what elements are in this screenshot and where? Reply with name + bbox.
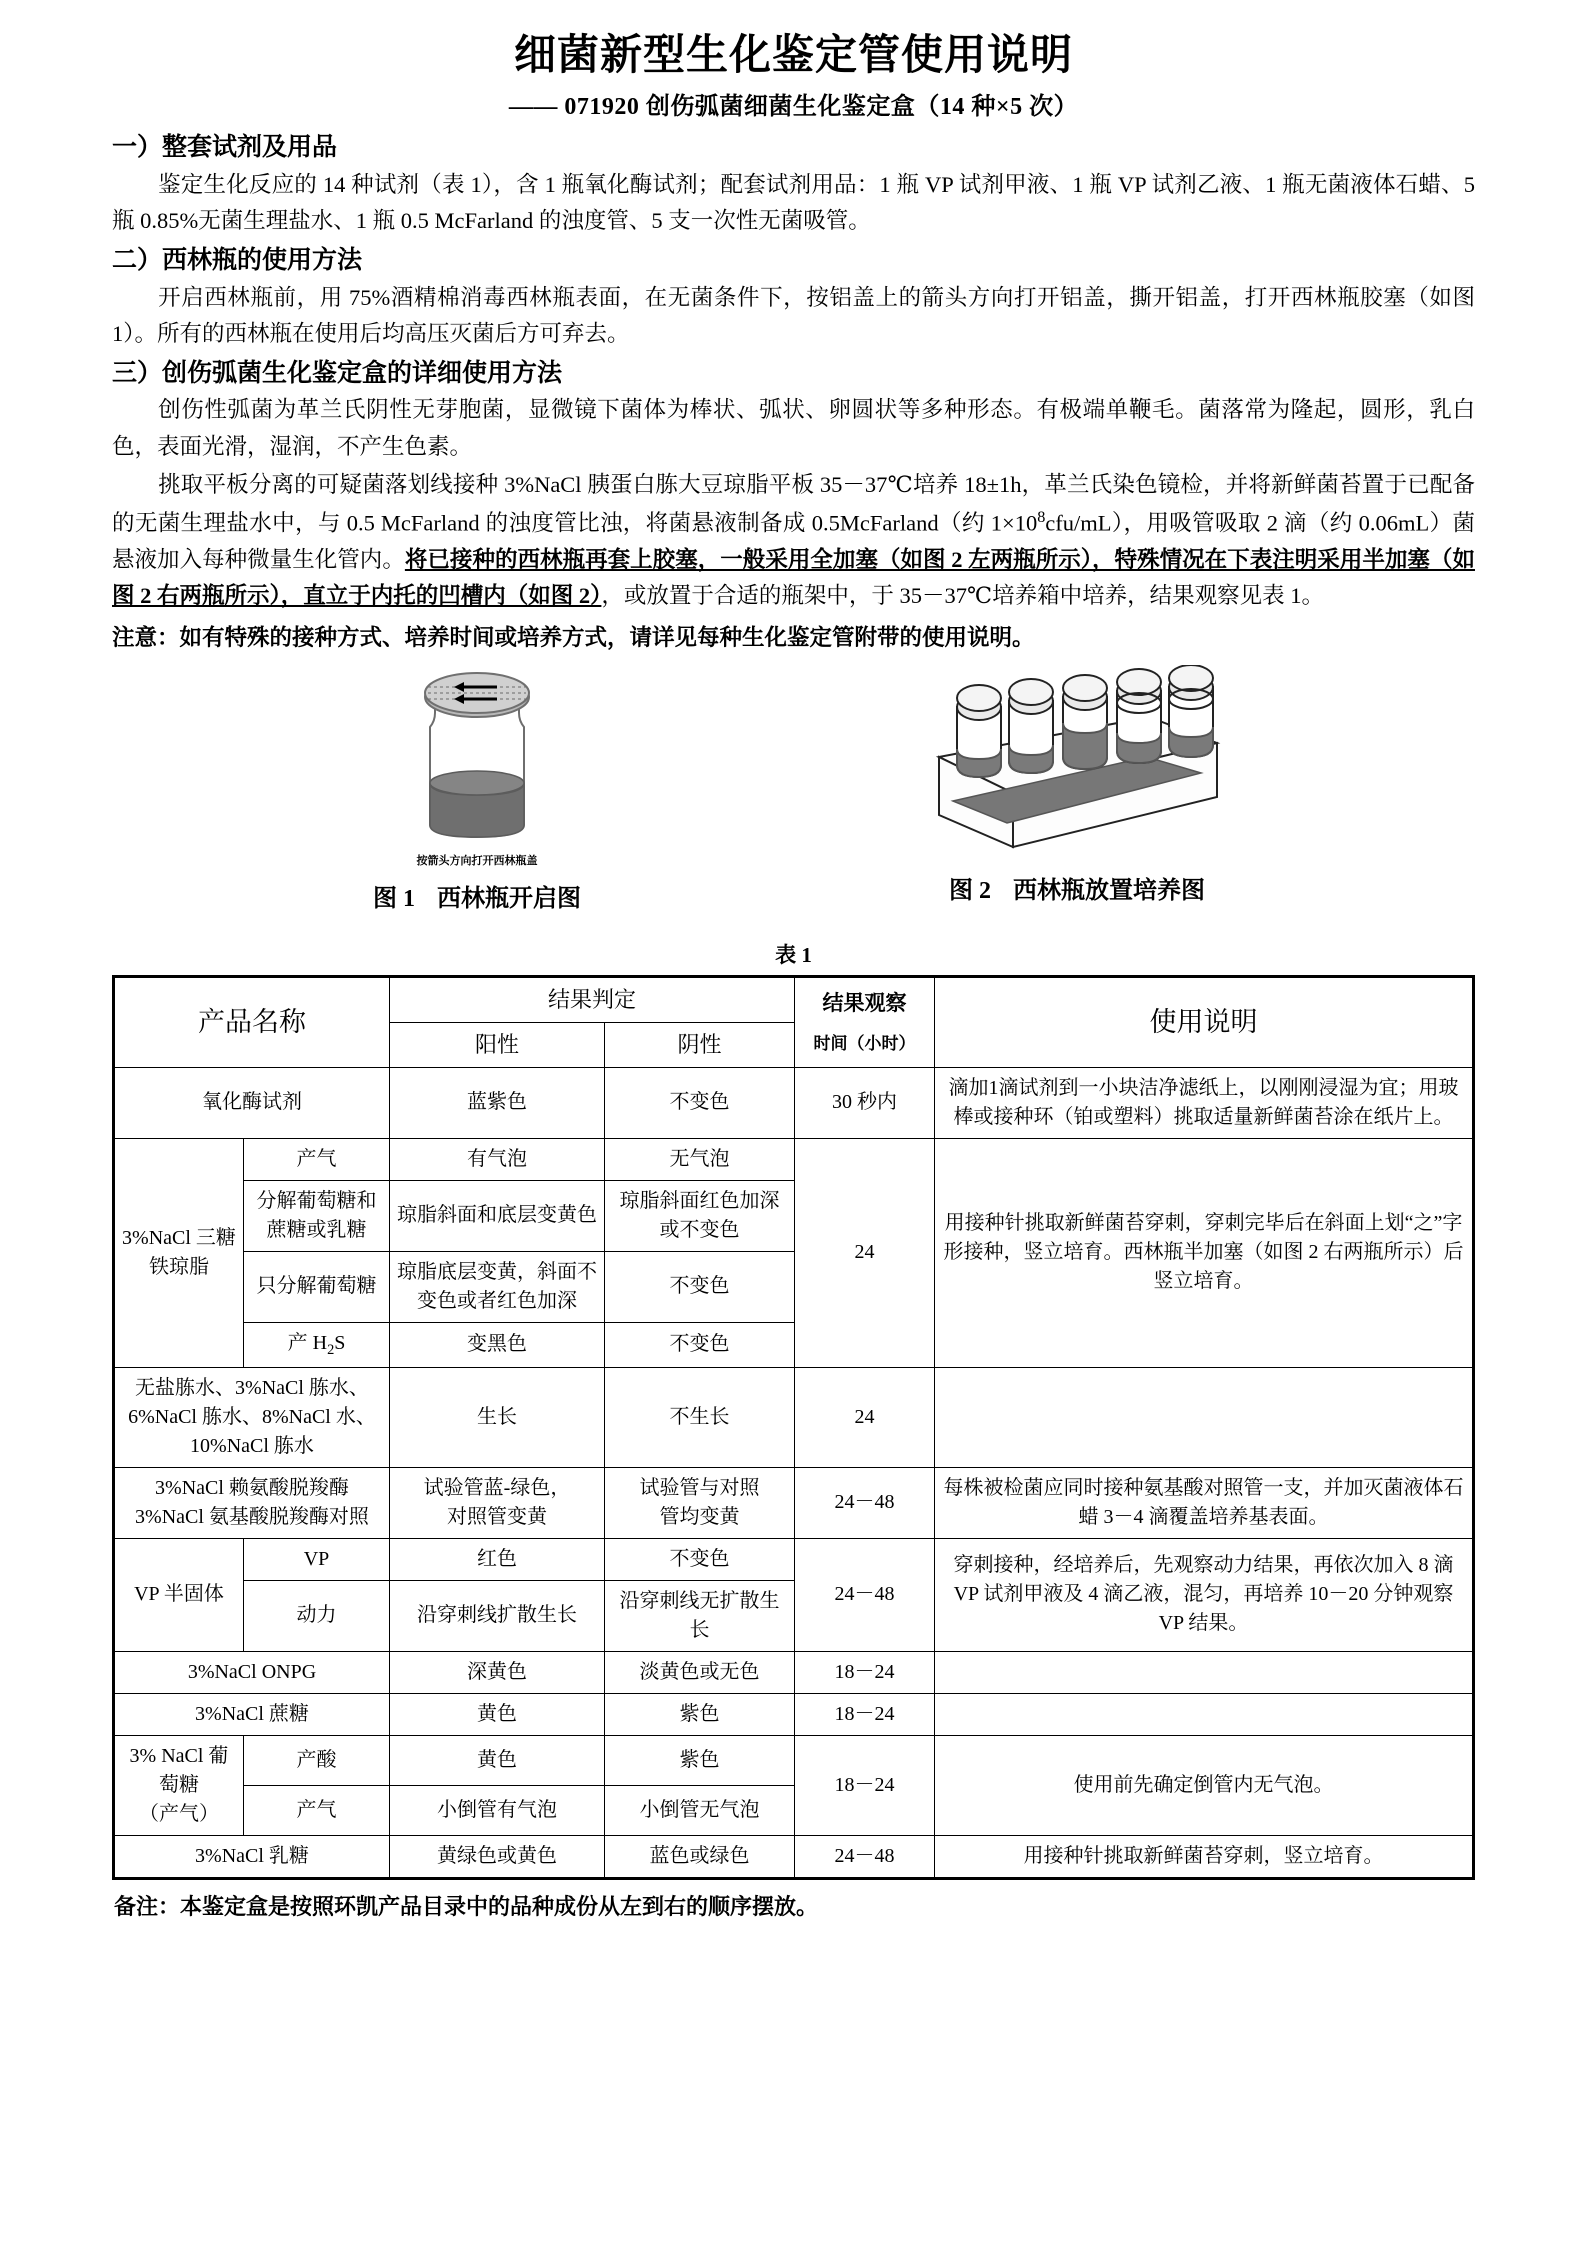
row-3-negative: [605, 1467, 795, 1538]
figure-2-caption: [912, 870, 1242, 905]
table-remark: 备注：本鉴定盒是按照环凯产品目录中的品种成份从左到右的顺序摆放。: [114, 1893, 819, 1919]
figure-2-number: 图 2: [949, 877, 991, 904]
section-paragraph-3: 创伤性弧菌为革兰氏阴性无芽胞菌，显微镜下菌体为棒状、弧状、卵圆状等多种形态。有极端单鞭毛。菌落常为隆起，圆形，乳白色，表面光滑，湿润，不产生色素。: [112, 397, 1475, 459]
row-0-product: 氧化酶试剂: [114, 1067, 390, 1138]
table-row: [114, 1538, 1474, 1580]
row-0-positive: 蓝紫色: [390, 1067, 605, 1138]
method-text-part2: cfu/mL），用吸管吸取 2 滴（约 0.06mL）菌悬液加入每种微量生化管内。: [112, 510, 1475, 572]
row-5-product: 3%NaCl ONPG: [114, 1651, 390, 1693]
row-1-sub-1-positive: 琼脂斜面和底层变黄色: [390, 1180, 605, 1251]
section-paragraph-2: 开启西林瓶前，用 75%酒精棉消毒西林瓶表面，在无菌条件下，按铝盖上的箭头方向打开铝盖，撕开铝盖，打开西林瓶胶塞（如图 1）。所有的西林瓶在使用后均高压灭菌后方可弃去。: [112, 284, 1475, 347]
row-7-sub-0-positive: 黄色: [390, 1735, 605, 1785]
figure-2: [912, 665, 1242, 905]
row-8-time: 24－48: [795, 1835, 935, 1878]
header-result-judge: 结果判定: [390, 976, 795, 1022]
row-4-instruction: 穿刺接种，经培养后，先观察动力结果，再依次加入 8 滴 VP 试剂甲液及 4 滴乙液，混匀，再培养 10－20 分钟观察 VP 结果。: [935, 1538, 1474, 1651]
row-6-product: 3%NaCl 蔗糖: [114, 1693, 390, 1735]
figure-2-text: 西林瓶放置培养图: [1013, 877, 1205, 904]
row-4-sub-1-name: 动力: [244, 1580, 390, 1651]
row-8-positive: 黄绿色或黄色: [390, 1835, 605, 1878]
row-7-sub-1-name: 产气: [244, 1785, 390, 1835]
row-1-sub-3-name-pre: 产 H: [287, 1331, 328, 1354]
row-3-product-line1: 3%NaCl 赖氨酸脱羧酶: [155, 1476, 349, 1499]
row-1-time: 24: [795, 1138, 935, 1367]
section-paragraph-1: 鉴定生化反应的 14 种试剂（表 1），含 1 瓶氧化酶试剂；配套试剂用品：1 瓶 VP 试剂甲液、1 瓶 VP 试剂乙液、1 瓶无菌液体石蜡、5 瓶 0.85%无菌生理盐水、1 瓶 0.5 McFarland 的浊度管、5 支一次性无菌吸管。: [112, 172, 1475, 234]
method-superscript: 8: [1037, 507, 1046, 526]
row-1-product: 3%NaCl 三糖铁琼脂: [114, 1138, 244, 1367]
row-6-positive: 黄色: [390, 1693, 605, 1735]
row-4-sub-0-negative: 不变色: [605, 1538, 795, 1580]
row-6-instruction: [935, 1693, 1474, 1735]
row-2-positive: 生长: [390, 1367, 605, 1467]
row-1-sub-3-negative: 不变色: [605, 1322, 795, 1367]
row-5-positive: 深黄色: [390, 1651, 605, 1693]
row-1-sub-1-negative: 琼脂斜面红色加深或不变色: [605, 1180, 795, 1251]
section-heading-1: 一）整套试剂及用品: [112, 134, 338, 162]
row-1-sub-2-positive: 琼脂底层变黄，斜面不变色或者红色加深: [390, 1251, 605, 1322]
row-4-sub-0-positive: 红色: [390, 1538, 605, 1580]
row-0-instruction: 滴加1滴试剂到一小块洁净滤纸上，以刚刚浸湿为宜；用玻棒或接种环（铂或塑料）挑取适量新鲜菌苔涂在纸片上。: [935, 1067, 1474, 1138]
row-0-negative: 不变色: [605, 1067, 795, 1138]
figure-1-number: 图 1: [373, 885, 415, 912]
method-text-part3: ，或放置于合适的瓶架中，于 35－37℃培养箱中培养，结果观察见表 1。: [601, 582, 1325, 608]
row-5-instruction: [935, 1651, 1474, 1693]
header-negative: 阴性: [605, 1022, 795, 1067]
table-row: [114, 1367, 1474, 1467]
row-3-instruction: 每株被检菌应同时接种氨基酸对照管一支，并加灭菌液体石蜡 3－4 滴覆盖培养基表面。: [935, 1467, 1474, 1538]
row-3-product: [114, 1467, 390, 1538]
figure-1: [362, 665, 592, 913]
row-4-sub-1-positive: 沿穿刺线扩散生长: [390, 1580, 605, 1651]
row-3-time: 24－48: [795, 1467, 935, 1538]
table-header-row-1: [114, 976, 1474, 1022]
figures-block: [112, 665, 1475, 935]
row-4-sub-1-negative: 沿穿刺线无扩散生长: [605, 1580, 795, 1651]
row-3-negative-line2: 管均变黄: [659, 1505, 740, 1528]
figure-1-inline-note: 按箭头方向打开西林瓶盖: [416, 854, 538, 867]
row-3-negative-line1: 试验管与对照: [639, 1476, 760, 1499]
method-text-underlined: 将已接种的西林瓶再套上胶塞，一般采用全加塞（如图 2 左两瓶所示），特殊情况在下表注明采用半加塞（如图 2 右两瓶所示），直立于内托的凹槽内（如图 2）: [112, 546, 1475, 608]
row-3-positive: [390, 1467, 605, 1538]
row-2-time: 24: [795, 1367, 935, 1467]
header-observation-top: 结果观察: [822, 990, 907, 1015]
figure-1-caption: [362, 878, 592, 913]
figure-1-text: 西林瓶开启图: [437, 885, 581, 912]
table-row: [114, 1138, 1474, 1180]
method-paragraph: [112, 467, 1475, 614]
header-instructions: 使用说明: [935, 976, 1474, 1067]
row-8-product: 3%NaCl 乳糖: [114, 1835, 390, 1878]
table-row: [114, 1651, 1474, 1693]
row-1-sub-3-name-sub: 2: [327, 1341, 335, 1358]
vial-rack-illustration: [917, 665, 1237, 855]
section-heading-3: 三）创伤弧菌生化鉴定盒的详细使用方法: [112, 359, 563, 387]
row-4-product: VP 半固体: [114, 1538, 244, 1651]
row-2-instruction: [935, 1367, 1474, 1467]
row-1-sub-0-positive: 有气泡: [390, 1138, 605, 1180]
row-6-time: 18－24: [795, 1693, 935, 1735]
row-4-time: 24－48: [795, 1538, 935, 1651]
row-1-sub-0-negative: 无气泡: [605, 1138, 795, 1180]
row-5-time: 18－24: [795, 1651, 935, 1693]
header-positive: 阳性: [390, 1022, 605, 1067]
row-3-product-line2: 3%NaCl 氨基酸脱羧酶对照: [135, 1505, 369, 1528]
row-7-sub-0-name: 产酸: [244, 1735, 390, 1785]
attention-note: 注意：如有特殊的接种方式、培养时间或培养方式，请详见每种生化鉴定管附带的使用说明。: [112, 625, 1035, 651]
row-2-product: 无盐胨水、3%NaCl 胨水、6%NaCl 胨水、8%NaCl 水、10%NaCl 胨水: [114, 1367, 390, 1467]
page-title: 细菌新型生化鉴定管使用说明: [513, 33, 1073, 79]
row-2-negative: 不生长: [605, 1367, 795, 1467]
row-3-positive-line1: 试验管蓝-绿色，: [423, 1476, 571, 1499]
header-observation-time: [795, 976, 935, 1067]
row-7-sub-1-negative: 小倒管无气泡: [605, 1785, 795, 1835]
row-8-instruction: 用接种针挑取新鲜菌苔穿刺，竖立培育。: [935, 1835, 1474, 1878]
row-1-sub-3-name: [244, 1322, 390, 1367]
method-text-part1: 挑取平板分离的可疑菌落划线接种 3%NaCl 胰蛋白胨大豆琼脂平板 35－37℃培养 18±1h，革兰氏染色镜检，并将新鲜菌苔置于已配备的无菌生理盐水中，与 0.5 McFarland 的浊度管比浊，将菌悬液制备成 0.5McFarland（约 1×10: [112, 472, 1475, 536]
table-row: [114, 1467, 1474, 1538]
results-table: [112, 975, 1475, 1880]
table-row: [114, 1693, 1474, 1735]
table-label: 表 1: [775, 942, 812, 967]
row-1-sub-1-name: 分解葡萄糖和蔗糖或乳糖: [244, 1180, 390, 1251]
row-7-instruction: 使用前先确定倒管内无气泡。: [935, 1735, 1474, 1835]
table-row: [114, 1735, 1474, 1785]
section-heading-2: 二）西林瓶的使用方法: [112, 246, 363, 274]
row-7-time: 18－24: [795, 1735, 935, 1835]
row-7-sub-1-positive: 小倒管有气泡: [390, 1785, 605, 1835]
header-product-name: 产品名称: [114, 976, 390, 1067]
table-row: [114, 1835, 1474, 1878]
row-7-product-line1: 3% NaCl 葡萄糖: [129, 1744, 229, 1796]
row-8-negative: 蓝色或绿色: [605, 1835, 795, 1878]
row-7-product: [114, 1735, 244, 1835]
row-1-sub-3-positive: 变黑色: [390, 1322, 605, 1367]
row-6-negative: 紫色: [605, 1693, 795, 1735]
table-row: [114, 1067, 1474, 1138]
row-7-product-line2: （产气）: [139, 1802, 219, 1825]
row-5-negative: 淡黄色或无色: [605, 1651, 795, 1693]
row-0-time: 30 秒内: [795, 1067, 935, 1138]
row-1-sub-3-name-post: S: [334, 1331, 346, 1354]
row-1-sub-0-name: 产气: [244, 1138, 390, 1180]
row-1-instruction: 用接种针挑取新鲜菌苔穿刺，穿刺完毕后在斜面上划“之”字形接种，竖立培育。西林瓶半加塞（如图 2 右两瓶所示）后竖立培育。: [935, 1138, 1474, 1367]
row-4-sub-0-name: VP: [244, 1538, 390, 1580]
vial-opening-illustration: [402, 665, 552, 845]
page-subtitle: —— 071920 创伤弧菌细菌生化鉴定盒（14 种×5 次）: [508, 94, 1079, 121]
row-7-sub-0-negative: 紫色: [605, 1735, 795, 1785]
row-1-sub-2-name: 只分解葡萄糖: [244, 1251, 390, 1322]
header-observation-bottom: 时间（小时）: [813, 1034, 916, 1054]
row-1-sub-2-negative: 不变色: [605, 1251, 795, 1322]
row-3-positive-line2: 对照管变黄: [447, 1505, 547, 1528]
